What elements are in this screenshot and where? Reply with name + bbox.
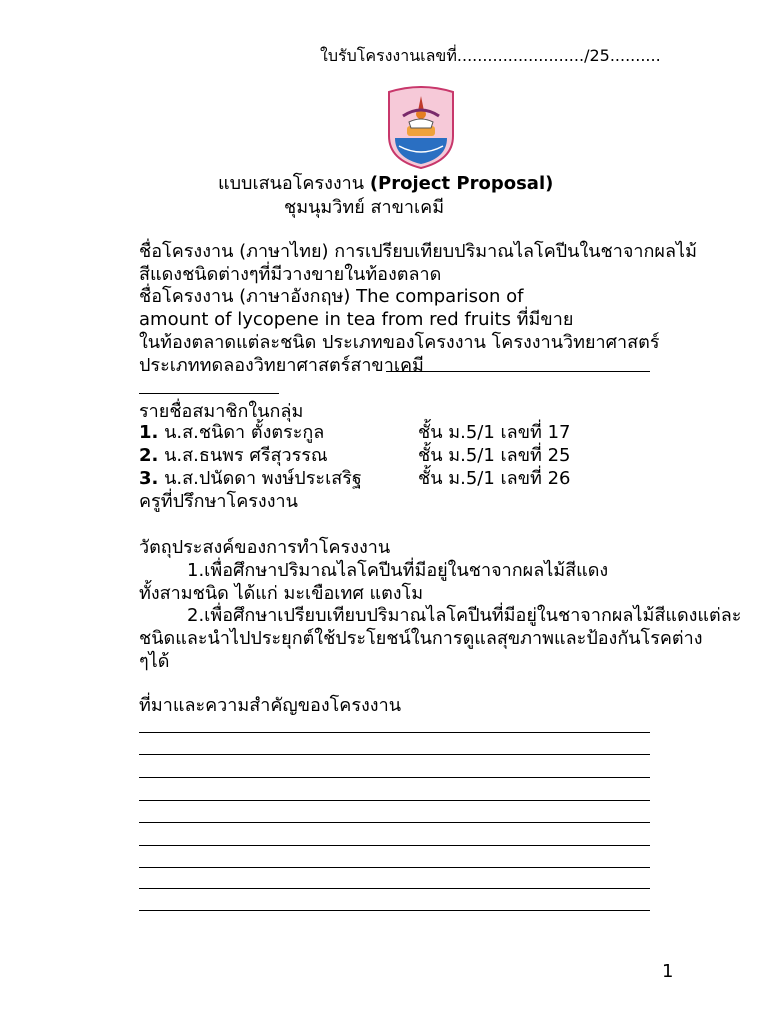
member-number: 2. xyxy=(139,445,159,466)
title-english: (Project Proposal) xyxy=(369,173,554,194)
title xyxy=(218,172,553,195)
page-number: 1 xyxy=(662,961,674,982)
objective-2-line-2: ชนิดและนำไปประยุกต์ใช้ประโยชน์ในการดูแลสุขภาพและป้องกันโรคต่าง xyxy=(139,628,703,649)
objective-2-line-1: 2.เพื่อศึกษาเปรียบเทียบปริมาณไลโคปีนที่มีอยู่ในชาจากผลไม้สีแดงแต่ละ xyxy=(187,605,742,626)
background-heading: ที่มาและความสำคัญของโครงงาน xyxy=(139,695,402,716)
member-class: ชั้น ม.5/1 เลขที่ 25 xyxy=(418,445,571,466)
project-name-english-part-2: amount of lycopene in tea from red fruits xyxy=(139,309,511,330)
member-row-3 xyxy=(139,467,362,490)
school-crest-logo xyxy=(385,86,457,170)
writing-line xyxy=(139,910,650,911)
member-name: น.ส.ชนิดา ตั้งตระกูล xyxy=(164,422,325,443)
objective-2-line-3: ๆได้ xyxy=(139,651,170,672)
document-number: ใบรับโครงงานเลขที่........................./25.......... xyxy=(320,46,661,65)
subtitle: ชุมนุมวิทย์ สาขาเคมี xyxy=(284,197,445,218)
project-name-line-2: สีแดงชนิดต่างๆที่มีวางขายในท้องตลาด xyxy=(139,264,442,285)
member-row-1 xyxy=(139,421,324,444)
writing-line xyxy=(139,754,650,755)
member-name: น.ส.ธนพร ศรีสุวรรณ xyxy=(164,445,328,466)
objectives-heading: วัตถุประสงค์ของการทำโครงงาน xyxy=(139,537,391,558)
writing-line xyxy=(139,822,650,823)
title-thai: แบบเสนอโครงงาน xyxy=(218,173,365,194)
objective-1-line-2: ทั้งสามชนิด ได้แก่ มะเขือเทศ แตงโม xyxy=(139,583,424,604)
fill-in-underline xyxy=(386,371,650,372)
objective-1-line-1: 1.เพื่อศึกษาปริมาณไลโคปีนที่มีอยู่ในชาจากผลไม้สีแดง xyxy=(187,560,609,581)
writing-line xyxy=(139,888,650,889)
advisor-label: ครูที่ปรึกษาโครงงาน xyxy=(139,491,298,512)
writing-line xyxy=(139,732,650,733)
project-name-thai-suffix: ที่มีขาย xyxy=(510,309,574,330)
project-name-english-part-1: The comparison of xyxy=(350,286,524,307)
member-class: ชั้น ม.5/1 เลขที่ 17 xyxy=(418,422,571,443)
project-name-line-1: ชื่อโครงงาน (ภาษาไทย) การเปรียบเทียบปริมาณไลโคปีนในชาจากผลไม้ xyxy=(139,241,697,262)
project-name-line-3 xyxy=(139,285,523,308)
member-number: 3. xyxy=(139,468,159,489)
project-type-line: ในท้องตลาดแต่ละชนิด ประเภทของโครงงาน โครงงานวิทยาศาสตร์ xyxy=(139,332,660,353)
member-class: ชั้น ม.5/1 เลขที่ 26 xyxy=(418,468,571,489)
fill-in-underline xyxy=(139,393,279,394)
project-name-english-label: ชื่อโครงงาน (ภาษาอังกฤษ) xyxy=(139,286,351,307)
member-name: น.ส.ปนัดดา พงษ์ประเสริฐ xyxy=(164,468,362,489)
project-name-line-4 xyxy=(139,308,573,331)
members-heading: รายชื่อสมาชิกในกลุ่ม xyxy=(139,401,304,422)
writing-line xyxy=(139,867,650,868)
writing-line xyxy=(139,800,650,801)
project-category-line: ประเภททดลองวิทยาศาสตร์สาขาเคมี xyxy=(139,355,424,376)
writing-line xyxy=(139,845,650,846)
writing-line xyxy=(139,777,650,778)
member-number: 1. xyxy=(139,422,159,443)
member-row-2 xyxy=(139,444,328,467)
